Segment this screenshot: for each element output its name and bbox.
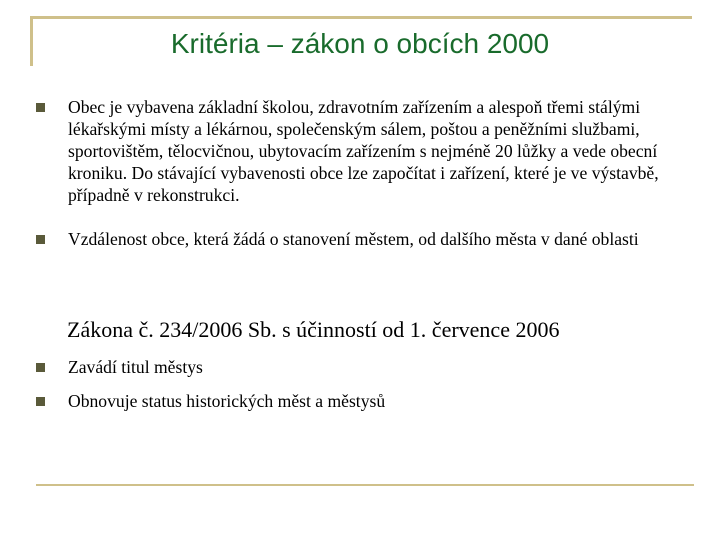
list-item: [36, 356, 686, 378]
square-bullet-icon: [36, 363, 45, 372]
bottom-divider: [36, 484, 694, 486]
bullet-text: Vzdálenost obce, která žádá o stanovení městem, od dalšího města v dané oblasti: [68, 229, 639, 249]
list-item: [36, 390, 686, 412]
bullet-text: Obnovuje status historických měst a městysů: [68, 391, 386, 411]
section-subheading: Zákona č. 234/2006 Sb. s účinností od 1. července 2006: [67, 317, 560, 342]
bullet-text: Zavádí titul městys: [68, 357, 203, 377]
square-bullet-icon: [36, 235, 45, 244]
list-item: [36, 96, 686, 206]
square-bullet-icon: [36, 103, 45, 112]
square-bullet-icon: [36, 397, 45, 406]
slide-title: Kritéria – zákon o obcích 2000: [170, 28, 550, 59]
frame-top-line: [30, 16, 692, 19]
bullet-text: Obec je vybavena základní školou, zdravotním zařízením a alespoň třemi stálými lékařskými místy a lékárnou, společenským sálem, poštou a peněžními službami, sportovištěm, tělocvičnou, ubytovacím zařízením s nejméně 20 lůžky a vede obecní kroniku. Do stávající vybavenosti obce lze započítat i zařízení, které je ve výstavbě, případně v rekonstrukci.: [68, 97, 659, 205]
list-item: [36, 228, 686, 250]
